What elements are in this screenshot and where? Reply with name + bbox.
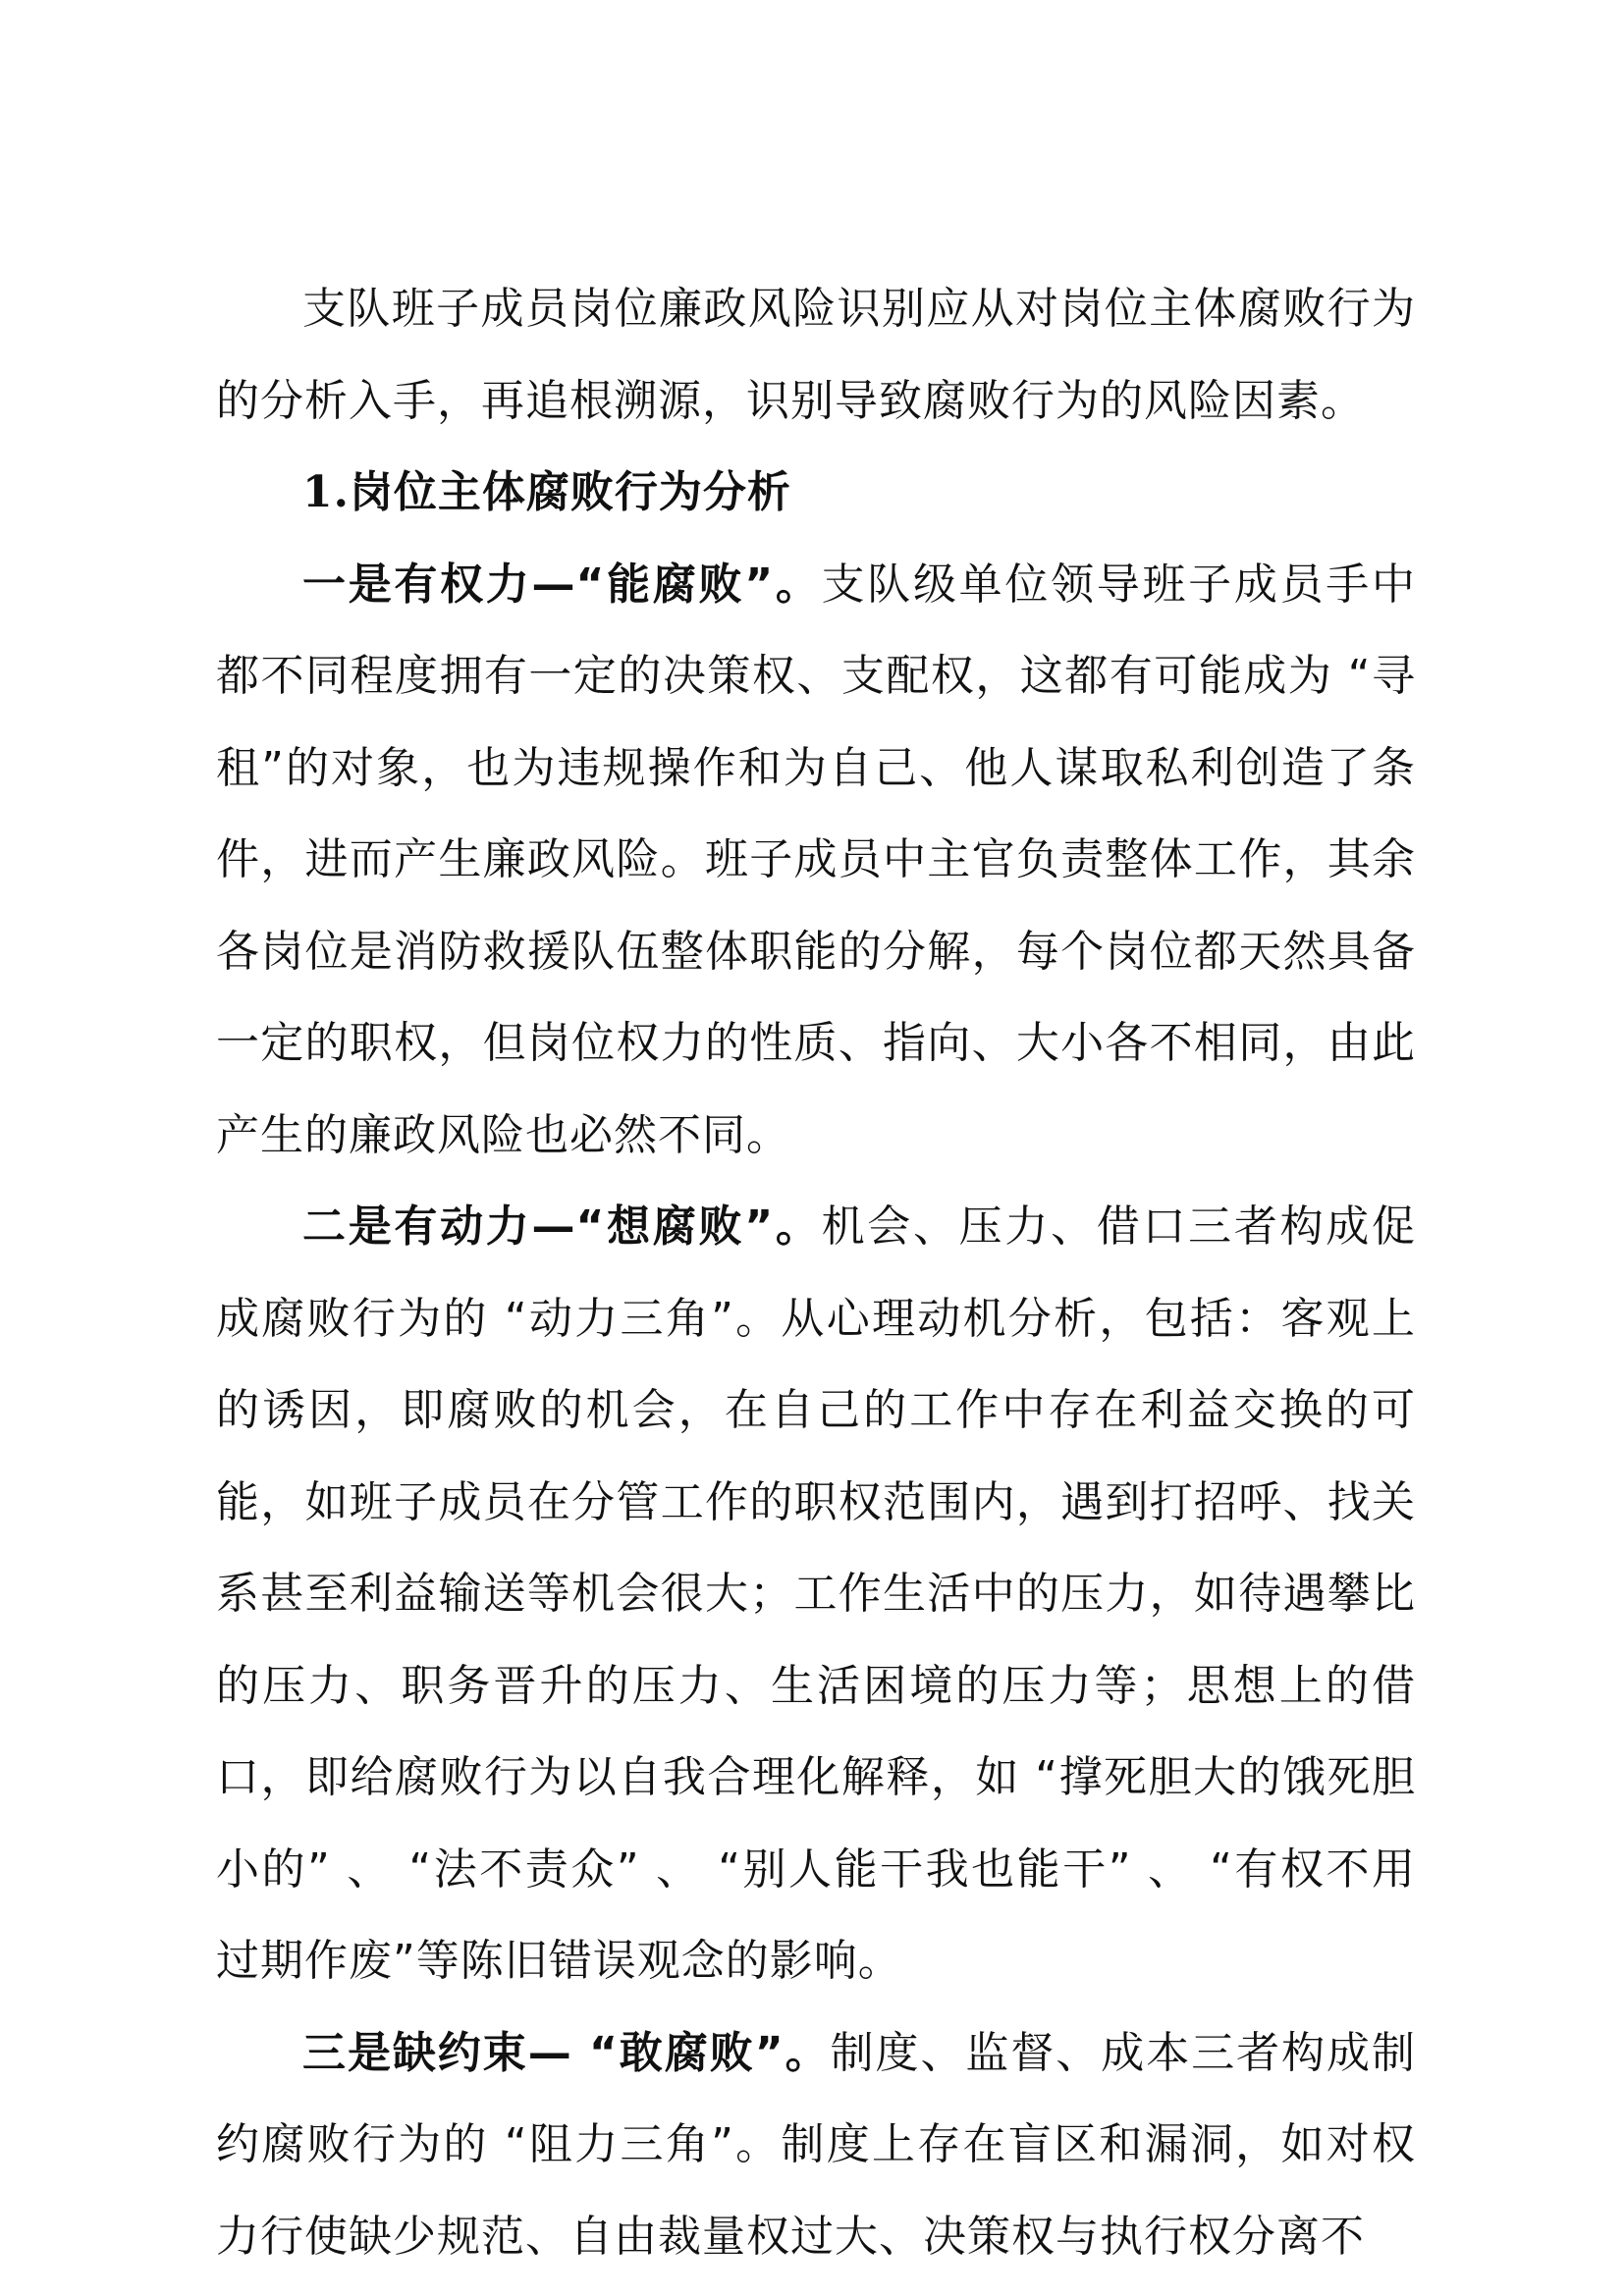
intro-paragraph — [216, 263, 1416, 447]
intro-text: 支队班子成员岗位廉政风险识别应从对岗位主体腐败行为的分析入手，再追根溯源，识别导致腐败行为的风险因素。 — [216, 284, 1416, 426]
section-heading-title: 岗位主体腐败行为分析 — [349, 467, 791, 517]
paragraph-constraint-body: 制度、监督、成本三者构成制约腐败行为的 “阻力三角”。制度上存在盲区和漏洞，如对权力行使缺少规范、自由裁量权过大、决策权与执行权分离不 — [216, 2027, 1416, 2262]
paragraph-constraint-lead: 三是缺约束— “敢腐败”。 — [302, 2027, 831, 2078]
paragraph-motive-body: 机会、压力、借口三者构成促成腐败行为的 “动力三角”。从心理动机分析，包括：客观上的诱因，即腐败的机会，在自己的工作中存在利益交换的可能，如班子成员在分管工作的职权范围内，遇到打招呼、找关系甚至利益输送等机会很大；工作生活中的压力，如待遇攀比的压力、职务晋升的压力、生活困境的压力等；思想上的借口，即给腐败行为以自我合理化解释，如 “撑死胆大的饿死胆小的” 、 “法不责众” 、 “别人能干我也能干” 、 “有权不用过期作废”等陈旧错误观念的影响。 — [216, 1201, 1416, 1986]
paragraph-motive — [216, 1181, 1416, 2007]
paragraph-power-body: 支队级单位领导班子成员手中都不同程度拥有一定的决策权、支配权，这都有可能成为 “寻租”的对象，也为违规操作和为自己、他人谋取私利创造了条件，进而产生廉政风险。班子成员中主官负责整体工作，其余各岗位是消防救援队伍整体职能的分解，每个岗位都天然具备一定的职权，但岗位权力的性质、指向、大小各不相同，由此产生的廉政风险也必然不同。 — [216, 559, 1416, 1160]
paragraph-power — [216, 539, 1416, 1182]
paragraph-motive-lead: 二是有动力—“想腐败”。 — [302, 1201, 822, 1252]
paragraph-power-lead: 一是有权力—“能腐败”。 — [302, 559, 822, 610]
paragraph-constraint — [216, 2007, 1416, 2283]
section-heading-number: 1. — [302, 467, 350, 517]
document-body — [216, 263, 1416, 2282]
section-heading — [216, 447, 1416, 539]
